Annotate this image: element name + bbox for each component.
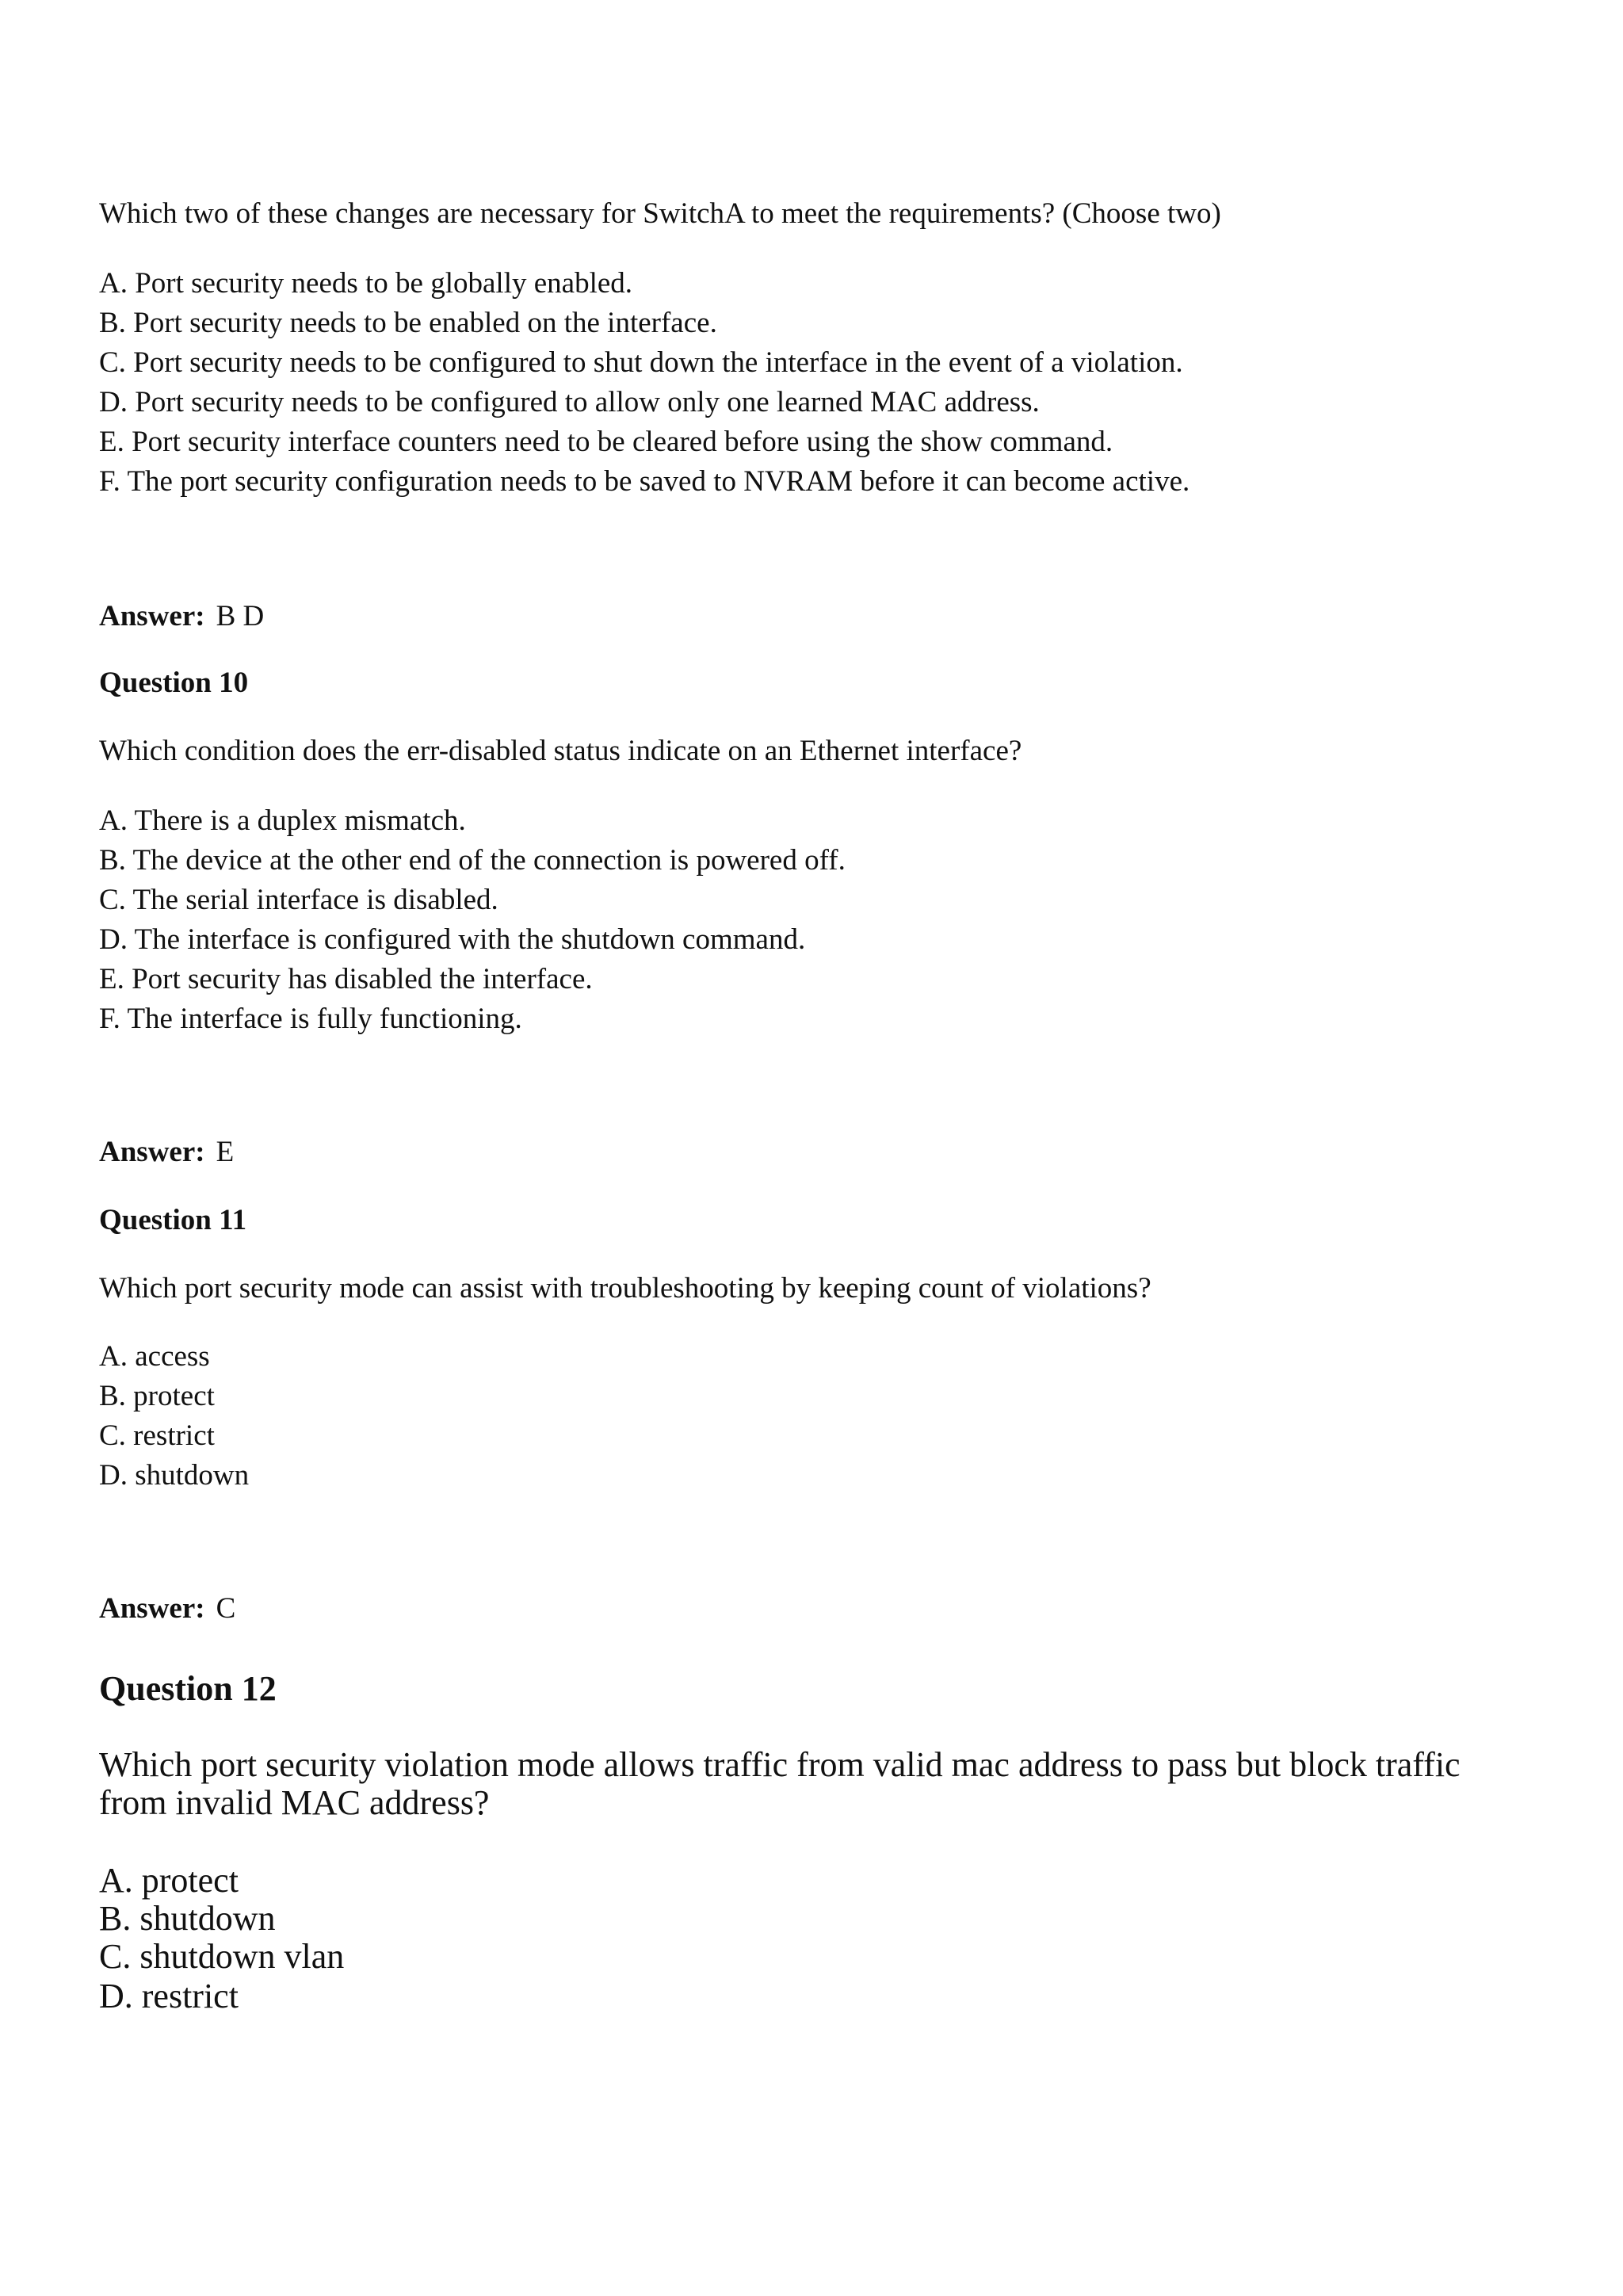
question-12-heading: Question 12: [99, 1669, 277, 1708]
question-10-answer: [99, 1135, 234, 1170]
question-10-option-b: B. The device at the other end of the connection is powered off.: [99, 844, 846, 877]
answer-value: C: [216, 1592, 236, 1625]
question-12-stem-line-1: Which port security violation mode allows traffic from valid mac address to pass but block traffic: [99, 1745, 1461, 1784]
question-9-option-e: E. Port security interface counters need to be cleared before using the show command.: [99, 426, 1113, 458]
question-10-stem: Which condition does the err-disabled status indicate on an Ethernet interface?: [99, 735, 1022, 767]
question-10-option-c: C. The serial interface is disabled.: [99, 884, 498, 916]
question-10-option-f: F. The interface is fully functioning.: [99, 1003, 522, 1035]
question-11-option-a: A. access: [99, 1340, 210, 1373]
question-10-option-a: A. There is a duplex mismatch.: [99, 804, 466, 837]
question-9-stem: Which two of these changes are necessary for SwitchA to meet the requirements? (Choose two): [99, 197, 1221, 230]
question-12-option-b: B. shutdown: [99, 1899, 276, 1938]
answer-label: Answer:: [99, 1592, 205, 1625]
question-11-stem: Which port security mode can assist with troubleshooting by keeping count of violations?: [99, 1272, 1151, 1305]
question-11-heading: Question 11: [99, 1204, 247, 1236]
question-9-option-b: B. Port security needs to be enabled on the interface.: [99, 307, 717, 339]
question-10-heading: Question 10: [99, 667, 249, 699]
question-11-answer: [99, 1591, 235, 1626]
answer-label: Answer:: [99, 1136, 205, 1168]
question-11-option-d: D. shutdown: [99, 1459, 250, 1492]
question-12-option-c: C. shutdown vlan: [99, 1937, 345, 1976]
question-9-option-a: A. Port security needs to be globally enabled.: [99, 267, 633, 300]
question-11-option-c: C. restrict: [99, 1419, 215, 1452]
question-12-option-a: A. protect: [99, 1861, 239, 1900]
answer-value: B D: [216, 600, 265, 632]
question-12-option-d: D. restrict: [99, 1977, 239, 2015]
answer-label: Answer:: [99, 600, 205, 632]
answer-value: E: [216, 1136, 235, 1168]
question-11-option-b: B. protect: [99, 1380, 215, 1412]
question-10-option-d: D. The interface is configured with the shutdown command.: [99, 923, 806, 956]
question-9-answer: [99, 599, 264, 634]
question-9-option-c: C. Port security needs to be configured to shut down the interface in the event of a violation.: [99, 346, 1183, 379]
question-12-stem-line-2: from invalid MAC address?: [99, 1783, 490, 1822]
question-9-option-f: F. The port security configuration needs to be saved to NVRAM before it can become active.: [99, 465, 1190, 498]
question-10-option-e: E. Port security has disabled the interface.: [99, 963, 593, 995]
question-9-option-d: D. Port security needs to be configured to allow only one learned MAC address.: [99, 386, 1040, 418]
